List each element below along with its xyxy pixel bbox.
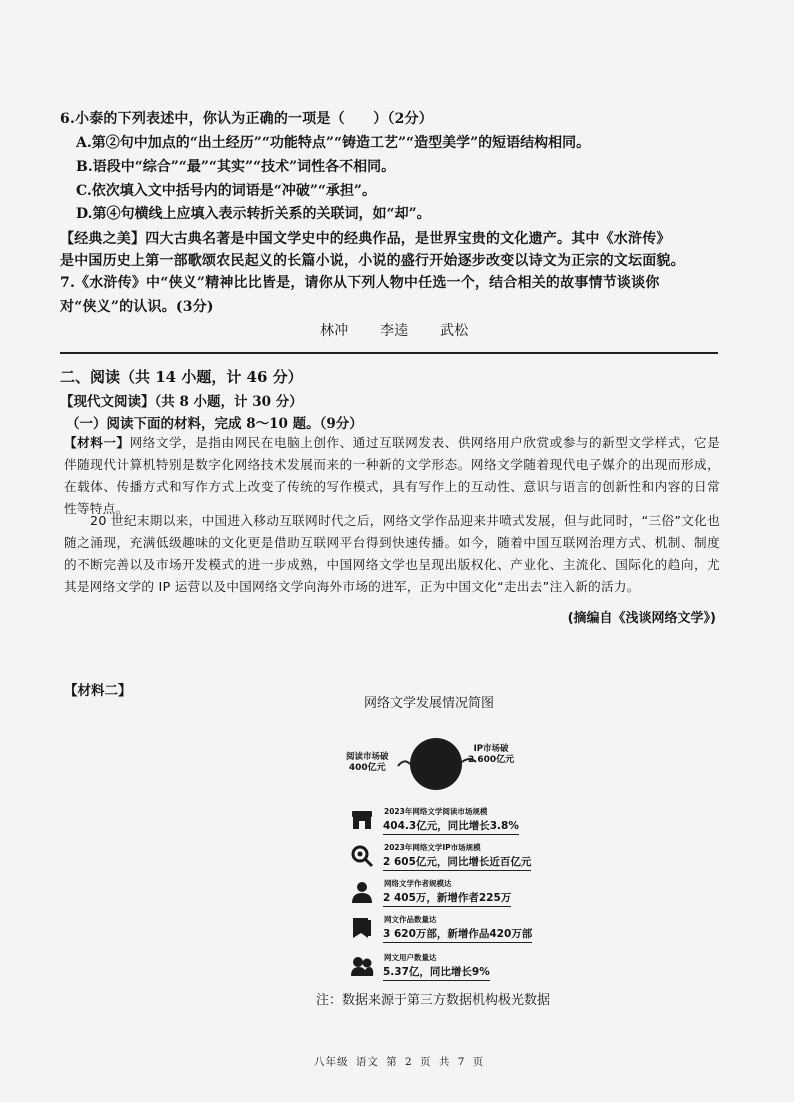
stat-authors — [350, 878, 610, 914]
page-footer: 八年级 语文 第 2 页 共 7 页 — [314, 1056, 485, 1068]
material-1-text-1: 网络文学，是指由网民在电脑上创作、通过互联网发表、供网络用户欣赏或参与的新型文学样式，它是伴随现代计算机特别是数字化网络技术发展而来的一种新的文学形态。网络文学随着现代电子媒介的出现而形成，在载体、传播方式和写作方式上改变了传统的写作模式，具有写作上的互动性、意识与语言的创新性和内容的日常性等特点。 — [64, 435, 721, 516]
reading-market-annotation — [346, 752, 389, 774]
question-7-line1: 7.《水浒传》中“侠义”精神比比皆是，请你从下列人物中任选一个，结合相关的故事情节谈谈你 — [60, 275, 660, 291]
section-2-title: 二、阅读（共 14 小题，计 46 分） — [60, 368, 303, 386]
question-6-stem: 6.小泰的下列表述中，你认为正确的一项是（ ）（2分） — [60, 111, 433, 127]
data-source-note: 注：数据来源于第三方数据机构极光数据 — [316, 993, 551, 1008]
modern-reading-heading: 【现代文阅读】（共 8 小题，计 30 分） — [60, 394, 303, 410]
classic-intro-line2: 是中国历史上第一部歌颂农民起义的长篇小说，小说的盛行开始逐步改变以诗文为正宗的文坛面貌。 — [60, 253, 685, 269]
question-7-line2: 对“侠义”的认识。(3分) — [60, 299, 214, 315]
stat-users-label: 网文用户数量达 — [384, 953, 437, 962]
stat-reading-market-value: 404.3亿元，同比增长3.8% — [383, 818, 519, 835]
stat-ip-market-label: 2023年网络文学IP市场规模 — [384, 843, 481, 852]
book-icon — [350, 916, 374, 940]
stat-users — [350, 952, 610, 988]
stat-works — [350, 914, 610, 950]
market-globe-icon — [410, 738, 462, 790]
chart-title: 网络文学发展情况简图 — [364, 696, 495, 711]
question-6-option-b: B.语段中“综合”“最”“其实”“技术”词性各不相同。 — [76, 159, 396, 175]
reading-market-value: 400亿元 — [348, 763, 386, 773]
stat-reading-market-label: 2023年网络文学阅读市场规模 — [384, 807, 488, 816]
stat-ip-market — [350, 842, 610, 878]
ip-market-label: IP市场破 — [473, 744, 509, 754]
stat-works-label: 网文作品数量达 — [384, 915, 437, 924]
section-divider — [60, 352, 718, 354]
classic-intro-line1: 【经典之美】四大古典名著是中国文学史中的经典作品，是世界宝贵的文化遗产。其中《水浒传》 — [60, 231, 671, 247]
person-icon — [350, 880, 374, 904]
material-2-tag: 【材料二】 — [64, 683, 132, 699]
material-1-paragraph-2: 20 世纪末期以来，中国进入移动互联网时代之后，网络文学作品迎来井喷式发展，但与此同时，“三俗”文化也随之涌现，充满低级趣味的文化更是借助互联网平台得到快速传播。如今，随着中国互联网治理方式、机制、制度的不断完善以及市场开发模式的进一步成熟，中国网络文学也呈现出版权化、产业化、主流化、国际化的趋向，尤其是网络文学的 IP 运营以及中国网络文学向海外市场的进军，正为中国文化“走出去”注入新的活力。 — [64, 513, 720, 594]
material-1-tag: 【材料一】 — [64, 435, 130, 450]
question-6-option-d: D.第④句横线上应填入表示转折关系的关联词，如“却”。 — [76, 206, 431, 222]
stat-authors-value: 2 405万，新增作者225万 — [383, 890, 511, 907]
question-7-name-2: 李逵 — [380, 323, 409, 339]
question-7-name-1: 林冲 — [320, 323, 349, 339]
stat-reading-market — [350, 806, 610, 842]
stat-ip-market-value: 2 605亿元，同比增长近百亿元 — [383, 854, 531, 871]
stat-authors-label: 网络文学作者规模达 — [384, 879, 452, 888]
material-1-source: (摘编自《浅谈网络文学》) — [567, 611, 716, 626]
question-7-name-3: 武松 — [440, 323, 469, 339]
material-1-paragraph-1 — [64, 432, 720, 520]
part-1-instruction: （一）阅读下面的材料，完成 8～10 题。（9分） — [66, 416, 363, 432]
question-6-option-c: C.依次填入文中括号内的词语是“冲破”“承担”。 — [76, 183, 376, 199]
ip-market-value: 2 600亿元 — [468, 755, 515, 765]
stat-works-value: 3 620万部，新增作品420万部 — [383, 926, 532, 943]
ip-market-annotation — [468, 744, 514, 766]
magnifier-icon — [350, 844, 374, 868]
shop-icon — [350, 808, 374, 832]
reading-market-label: 阅读市场破 — [346, 752, 389, 762]
stat-users-value: 5.37亿，同比增长9% — [383, 964, 490, 981]
users-icon — [350, 954, 374, 978]
question-6-option-a: A.第②句中加点的“出土经历”“功能特点”“铸造工艺”“造型美学”的短语结构相同。 — [76, 135, 591, 151]
